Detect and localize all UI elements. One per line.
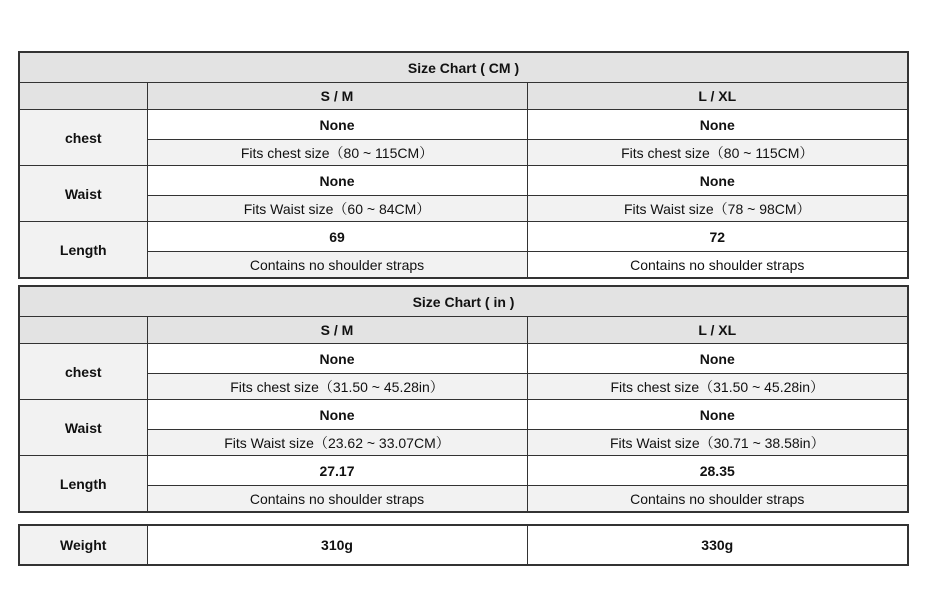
weight-value-l-xl: 330g [527,525,908,565]
waist-value-s-m: None [147,166,527,196]
chest-note-s-m: Fits chest size（31.50 ~ 45.28in） [147,374,527,400]
row-label-chest: chest [19,110,147,166]
chest-value-s-m: None [147,110,527,140]
chart-title: Size Chart ( in ) [19,286,908,317]
row-label-waist: Waist [19,400,147,456]
size-header-l-xl: L / XL [527,83,908,110]
size-header-s-m: S / M [147,83,527,110]
waist-value-s-m: None [147,400,527,430]
length-note-l-xl: Contains no shoulder straps [527,252,908,279]
row-label-weight: Weight [19,525,147,565]
row-label-length: Length [19,456,147,513]
waist-value-l-xl: None [527,166,908,196]
chest-note-l-xl: Fits chest size（31.50 ~ 45.28in） [527,374,908,400]
waist-note-s-m: Fits Waist size（60 ~ 84CM） [147,196,527,222]
chart-title: Size Chart ( CM ) [19,52,908,83]
header-blank-cell [19,317,147,344]
length-note-s-m: Contains no shoulder straps [147,252,527,279]
chest-value-l-xl: None [527,344,908,374]
length-value-l-xl: 28.35 [527,456,908,486]
header-blank-cell [19,83,147,110]
chest-value-l-xl: None [527,110,908,140]
size-header-s-m: S / M [147,317,527,344]
chest-note-l-xl: Fits chest size（80 ~ 115CM） [527,140,908,166]
weight-value-s-m: 310g [147,525,527,565]
waist-note-l-xl: Fits Waist size（30.71 ~ 38.58in） [527,430,908,456]
length-value-l-xl: 72 [527,222,908,252]
length-note-l-xl: Contains no shoulder straps [527,486,908,513]
waist-value-l-xl: None [527,400,908,430]
length-note-s-m: Contains no shoulder straps [147,486,527,513]
row-label-chest: chest [19,344,147,400]
waist-note-l-xl: Fits Waist size（78 ~ 98CM） [527,196,908,222]
size-header-l-xl: L / XL [527,317,908,344]
waist-note-s-m: Fits Waist size（23.62 ~ 33.07CM） [147,430,527,456]
size-chart-cm [18,51,909,279]
chest-value-s-m: None [147,344,527,374]
size-chart-in [18,285,909,513]
length-value-s-m: 27.17 [147,456,527,486]
row-label-length: Length [19,222,147,279]
chest-note-s-m: Fits chest size（80 ~ 115CM） [147,140,527,166]
weight-table [18,524,909,566]
row-label-waist: Waist [19,166,147,222]
length-value-s-m: 69 [147,222,527,252]
